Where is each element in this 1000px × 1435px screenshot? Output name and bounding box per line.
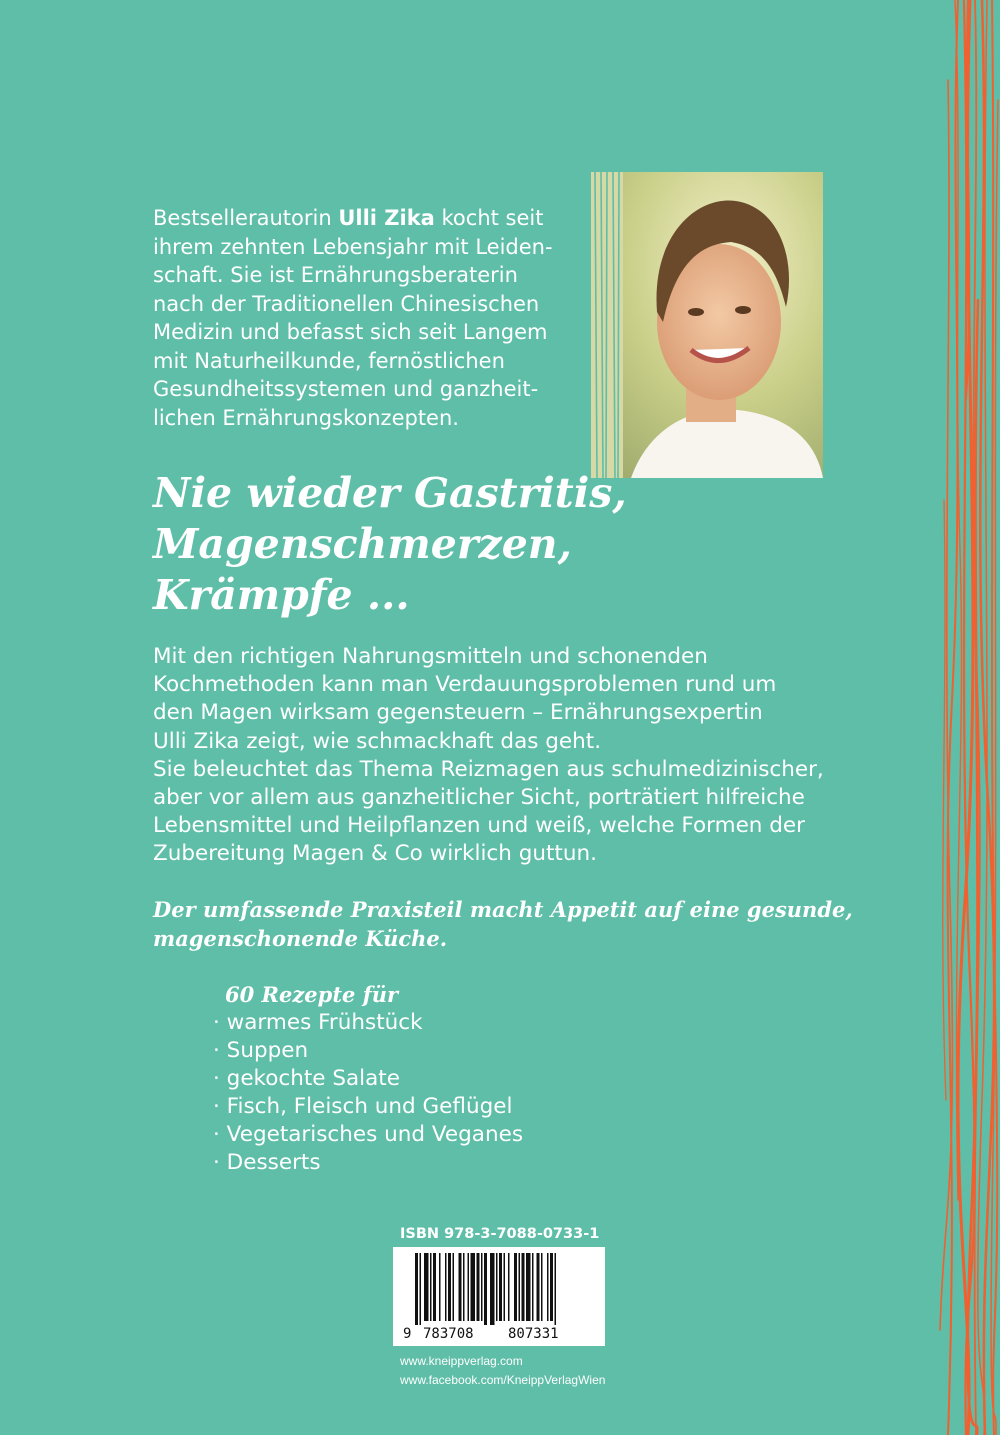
orange-grass-decoration (930, 0, 1000, 1435)
description-line: Lebensmittel und Heilpflanzen und weiß, welche Formen der (153, 813, 805, 839)
barcode-bar (547, 1253, 549, 1321)
isbn-label: ISBN 978-3-7088-0733-1 (400, 1226, 600, 1242)
barcode-bars (393, 1247, 605, 1325)
headline-line: Krämpfe ... (153, 571, 410, 619)
recipes-title: 60 Rezepte für (225, 982, 399, 1007)
barcode-bar (481, 1253, 483, 1321)
tagline-line: magenschonende Küche. (153, 926, 448, 951)
barcode-bar (496, 1253, 498, 1321)
barcode-bar (477, 1253, 480, 1321)
bio-line: ihrem zehnten Lebensjahr mit Leiden- (153, 234, 553, 259)
barcode-bar (490, 1253, 495, 1325)
barcode (393, 1247, 605, 1346)
barcode-bar (459, 1253, 462, 1321)
barcode-bar (420, 1253, 422, 1325)
barcode-bar (471, 1253, 476, 1321)
recipes-section (213, 980, 663, 1177)
bio-line: lichen Ernährungskonzepten. (153, 405, 459, 430)
bio-line: Gesundheitssystemen und ganzheit- (153, 377, 539, 401)
barcode-bar (522, 1253, 525, 1321)
barcode-bar (508, 1253, 510, 1321)
recipe-category: · gekochte Salate (213, 1065, 663, 1093)
barcode-bar (526, 1253, 531, 1321)
barcode-bar (439, 1253, 441, 1321)
barcode-bar (550, 1253, 553, 1321)
barcode-bar (415, 1253, 418, 1325)
recipe-category: · Desserts (213, 1149, 663, 1177)
description-line: Sie beleuchtet das Thema Reizmagen aus schulmedizinischer, (153, 756, 824, 782)
barcode-bar (430, 1253, 432, 1321)
website-link[interactable]: www.kneippverlag.com (400, 1354, 523, 1368)
headline-line: Nie wieder Gastritis, (153, 469, 627, 517)
barcode-bar (424, 1253, 429, 1321)
barcode-bar (468, 1253, 470, 1321)
barcode-bar (537, 1253, 540, 1321)
barcode-bar (484, 1253, 487, 1325)
barcode-bar (555, 1253, 557, 1325)
barcode-digits-left: 783708 (423, 1326, 474, 1342)
description-line: Mit den richtigen Nahrungsmitteln und schonenden (153, 644, 708, 669)
author-name: Ulli Zika (338, 206, 435, 230)
recipe-category: · Suppen (213, 1037, 663, 1065)
facebook-link[interactable]: www.facebook.com/KneippVerlagWien (400, 1373, 606, 1387)
author-photo (591, 172, 823, 478)
publisher-urls (400, 1352, 605, 1390)
barcode-bar (519, 1253, 521, 1321)
barcode-bar (448, 1253, 451, 1321)
bio-line: Medizin und befasst sich seit Langem (153, 320, 548, 344)
tagline-line: Der umfassende Praxisteil macht Appetit auf eine gesunde, (153, 897, 853, 922)
description-line: Zubereitung Magen & Co wirklich guttun. (153, 841, 597, 867)
barcode-digit-first: 9 (403, 1326, 412, 1342)
barcode-bar (504, 1253, 506, 1321)
barcode-bar (433, 1253, 436, 1321)
barcode-bar (514, 1253, 517, 1321)
barcode-digits-right: 807331 (508, 1326, 559, 1342)
description-line: Kochmethoden kann man Verdauungsproblemen rund um (153, 672, 777, 698)
description-line: aber vor allem aus ganzheitlicher Sicht, porträtiert hilfreiche (153, 785, 805, 811)
bio-line-end: kocht seit (434, 206, 544, 230)
barcode-bar (499, 1253, 502, 1321)
barcode-bar (532, 1253, 534, 1321)
barcode-bar (445, 1253, 447, 1321)
barcode-bar (453, 1253, 455, 1321)
bio-line: mit Naturheilkunde, fernöstlichen (153, 348, 505, 373)
recipe-category: · Vegetarisches und Veganes (213, 1121, 663, 1149)
author-bio (153, 204, 583, 432)
barcode-bar (541, 1253, 543, 1321)
headline-line: Magenschmerzen, (153, 520, 572, 568)
bio-line: nach der Traditionellen Chinesischen (153, 291, 540, 316)
recipe-category: · Fisch, Fleisch und Geflügel (213, 1093, 663, 1121)
headline (153, 468, 853, 621)
bio-line: schaft. Sie ist Ernährungsberaterin (153, 263, 518, 287)
description-line: den Magen wirksam gegensteuern – Ernährungsexpertin (153, 700, 763, 726)
description-line: Ulli Zika zeigt, wie schmackhaft das geht. (153, 728, 602, 754)
tagline (153, 895, 873, 953)
book-description (153, 643, 853, 869)
barcode-digits (393, 1324, 605, 1344)
barcode-bar (463, 1253, 465, 1321)
recipes-list (213, 1009, 663, 1177)
bio-intro: Bestsellerautorin (153, 206, 339, 230)
recipe-category: · warmes Frühstück (213, 1009, 663, 1037)
